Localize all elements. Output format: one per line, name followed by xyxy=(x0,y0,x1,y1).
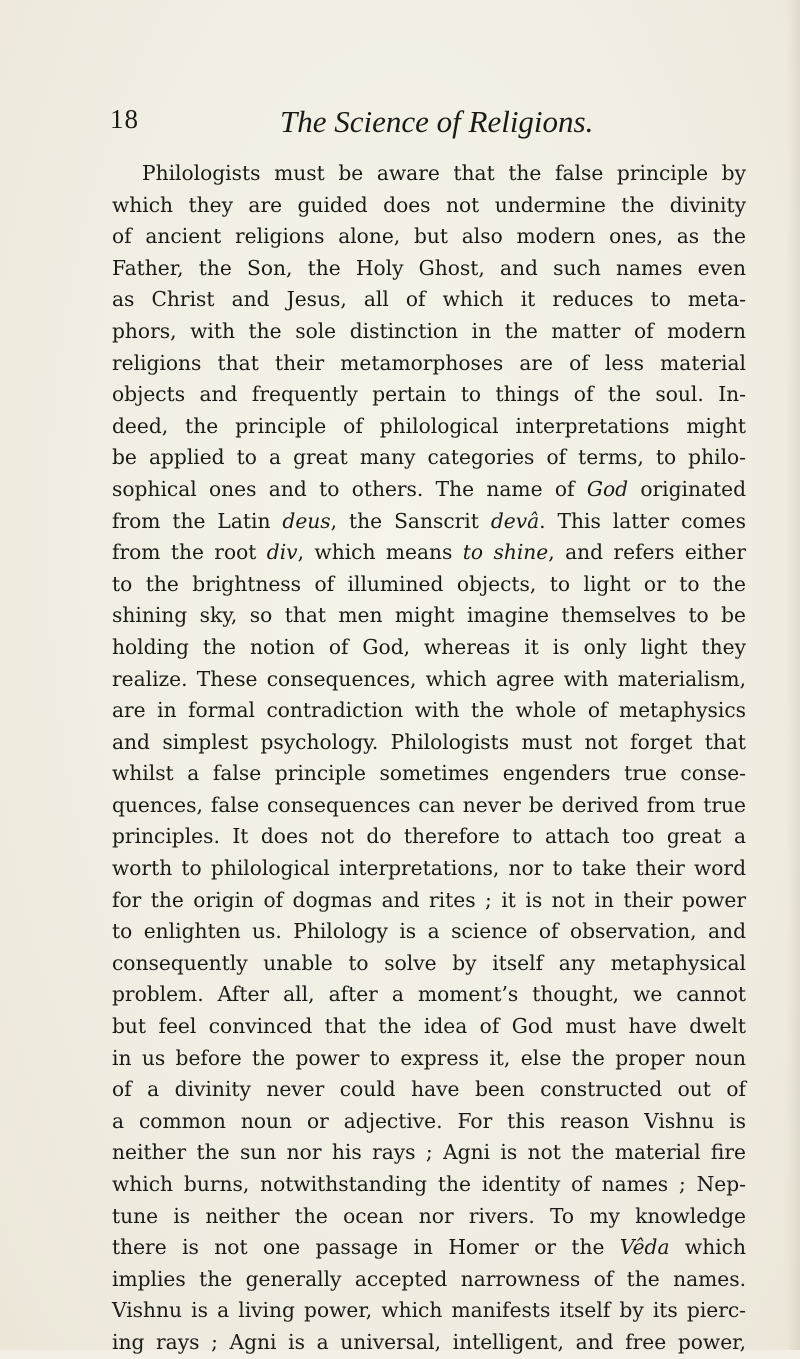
text-segment: implies the generally accepted narrowness of the names. xyxy=(112,1266,746,1291)
text-line xyxy=(112,1169,746,1201)
text-line xyxy=(112,569,746,601)
page-number: 18 xyxy=(110,104,139,134)
text-segment: for the origin of dogmas and rites ; it is not in their power xyxy=(112,887,746,912)
text-segment: which they are guided does not undermine the divinity xyxy=(112,192,746,217)
text-segment: Father, the Son, the Holy Ghost, and such names even xyxy=(112,255,746,280)
text-segment: phors, with the sole distinction in the matter of modern xyxy=(112,318,746,343)
text-line xyxy=(112,1074,746,1106)
text-segment: as Christ and Jesus, all of which it reduces to meta- xyxy=(112,287,746,312)
text-segment: are in formal contradiction with the whole of metaphysics xyxy=(112,698,746,723)
text-segment: religions that their metamorphoses are of less material xyxy=(112,350,746,375)
text-segment: be applied to a great many categories of terms, to philo- xyxy=(112,445,746,470)
text-line xyxy=(112,664,746,696)
text-segment: of a divinity never could have been constructed out of xyxy=(112,1077,746,1102)
page-edge-shadow xyxy=(786,0,800,1350)
text-line xyxy=(112,1106,746,1138)
text-line xyxy=(112,885,746,917)
text-line xyxy=(112,632,746,664)
text-segment: to the brightness of illumined objects, to light or to the xyxy=(112,571,746,596)
text-segment: worth to philological interpretations, nor to take their word xyxy=(112,856,746,881)
text-line xyxy=(112,853,746,885)
text-line xyxy=(112,1232,746,1264)
text-segment: consequently unable to solve by itself any metaphysical xyxy=(112,950,746,975)
text-line xyxy=(112,1043,746,1075)
text-segment: tune is neither the ocean nor rivers. To my knowledge xyxy=(112,1203,746,1228)
italic-term: devâ xyxy=(490,508,540,533)
text-segment: and simplest psychology. Philologists must not forget that xyxy=(112,729,746,754)
text-segment: problem. After all, after a moment’s thought, we cannot xyxy=(112,982,746,1007)
text-segment: deed, the principle of philological interpretations might xyxy=(112,413,746,438)
text-segment: . This latter comes xyxy=(539,508,746,533)
text-line xyxy=(112,1137,746,1169)
page-header xyxy=(110,104,750,144)
text-segment: from the Latin xyxy=(112,508,283,533)
text-line xyxy=(112,411,746,443)
text-line xyxy=(112,537,746,569)
text-line xyxy=(112,600,746,632)
text-segment: , and refers either xyxy=(548,540,746,565)
text-segment: quences, false consequences can never be derived from true xyxy=(112,792,746,817)
text-segment: originated xyxy=(628,476,747,501)
text-segment: shining sky, so that men might imagine themselves to be xyxy=(112,603,746,628)
text-line xyxy=(112,284,746,316)
text-line xyxy=(112,316,746,348)
text-line xyxy=(112,379,746,411)
text-segment: sophical ones and to others. The name of xyxy=(112,476,587,501)
text-line xyxy=(112,1327,746,1359)
text-segment: which xyxy=(669,1235,746,1260)
running-title: The Science of Religions. xyxy=(280,104,594,139)
text-segment: a common noun or adjective. For this reason Vishnu is xyxy=(112,1108,746,1133)
text-segment: ing rays ; Agni is a universal, intelligent, and free power, xyxy=(112,1329,746,1354)
text-segment: but feel convinced that the idea of God must have dwelt xyxy=(112,1014,746,1039)
text-segment: to enlighten us. Philology is a science of observation, and xyxy=(112,919,746,944)
text-line xyxy=(112,695,746,727)
italic-term: to shine xyxy=(462,540,549,565)
text-line xyxy=(112,348,746,380)
text-segment: of ancient religions alone, but also modern ones, as the xyxy=(112,224,746,249)
text-line xyxy=(112,1295,746,1327)
text-line xyxy=(112,506,746,538)
text-line xyxy=(112,979,746,1011)
italic-term: Vêda xyxy=(619,1235,670,1260)
text-line xyxy=(112,916,746,948)
text-segment: Vishnu is a living power, which manifests itself by its pierc- xyxy=(112,1298,746,1323)
text-line xyxy=(112,948,746,980)
italic-term: deus xyxy=(282,508,331,533)
text-segment: there is not one passage in Homer or the xyxy=(112,1235,620,1260)
text-segment: neither the sun nor his rays ; Agni is not the material fire xyxy=(112,1140,746,1165)
text-segment: whilst a false principle sometimes engenders true conse- xyxy=(112,761,746,786)
italic-term: God xyxy=(586,476,629,501)
text-segment: , the Sanscrit xyxy=(330,508,491,533)
text-segment: holding the notion of God, whereas it is only light they xyxy=(112,634,746,659)
text-segment: realize. These consequences, which agree with materialism, xyxy=(112,666,746,691)
text-line xyxy=(112,821,746,853)
text-line xyxy=(112,727,746,759)
text-segment: principles. It does not do therefore to attach too great a xyxy=(112,824,746,849)
text-line xyxy=(112,474,746,506)
text-line xyxy=(112,1264,746,1296)
text-line xyxy=(112,790,746,822)
text-line xyxy=(112,190,746,222)
italic-term: div xyxy=(266,540,298,565)
text-segment: from the root xyxy=(112,540,267,565)
text-line xyxy=(112,253,746,285)
text-line xyxy=(112,221,746,253)
text-line xyxy=(112,1201,746,1233)
text-segment: which burns, notwithstanding the identity of names ; Nep- xyxy=(112,1172,746,1196)
text-segment: in us before the power to express it, else the proper noun xyxy=(112,1045,746,1070)
text-segment: , which means xyxy=(297,540,463,565)
text-line xyxy=(112,442,746,474)
body-paragraph xyxy=(112,158,746,1359)
text-line xyxy=(112,1011,746,1043)
text-line xyxy=(112,158,746,190)
text-line xyxy=(112,758,746,790)
text-segment: objects and frequently pertain to things of the soul. In- xyxy=(112,382,746,407)
text-segment: Philologists must be aware that the false principle by xyxy=(142,161,746,185)
